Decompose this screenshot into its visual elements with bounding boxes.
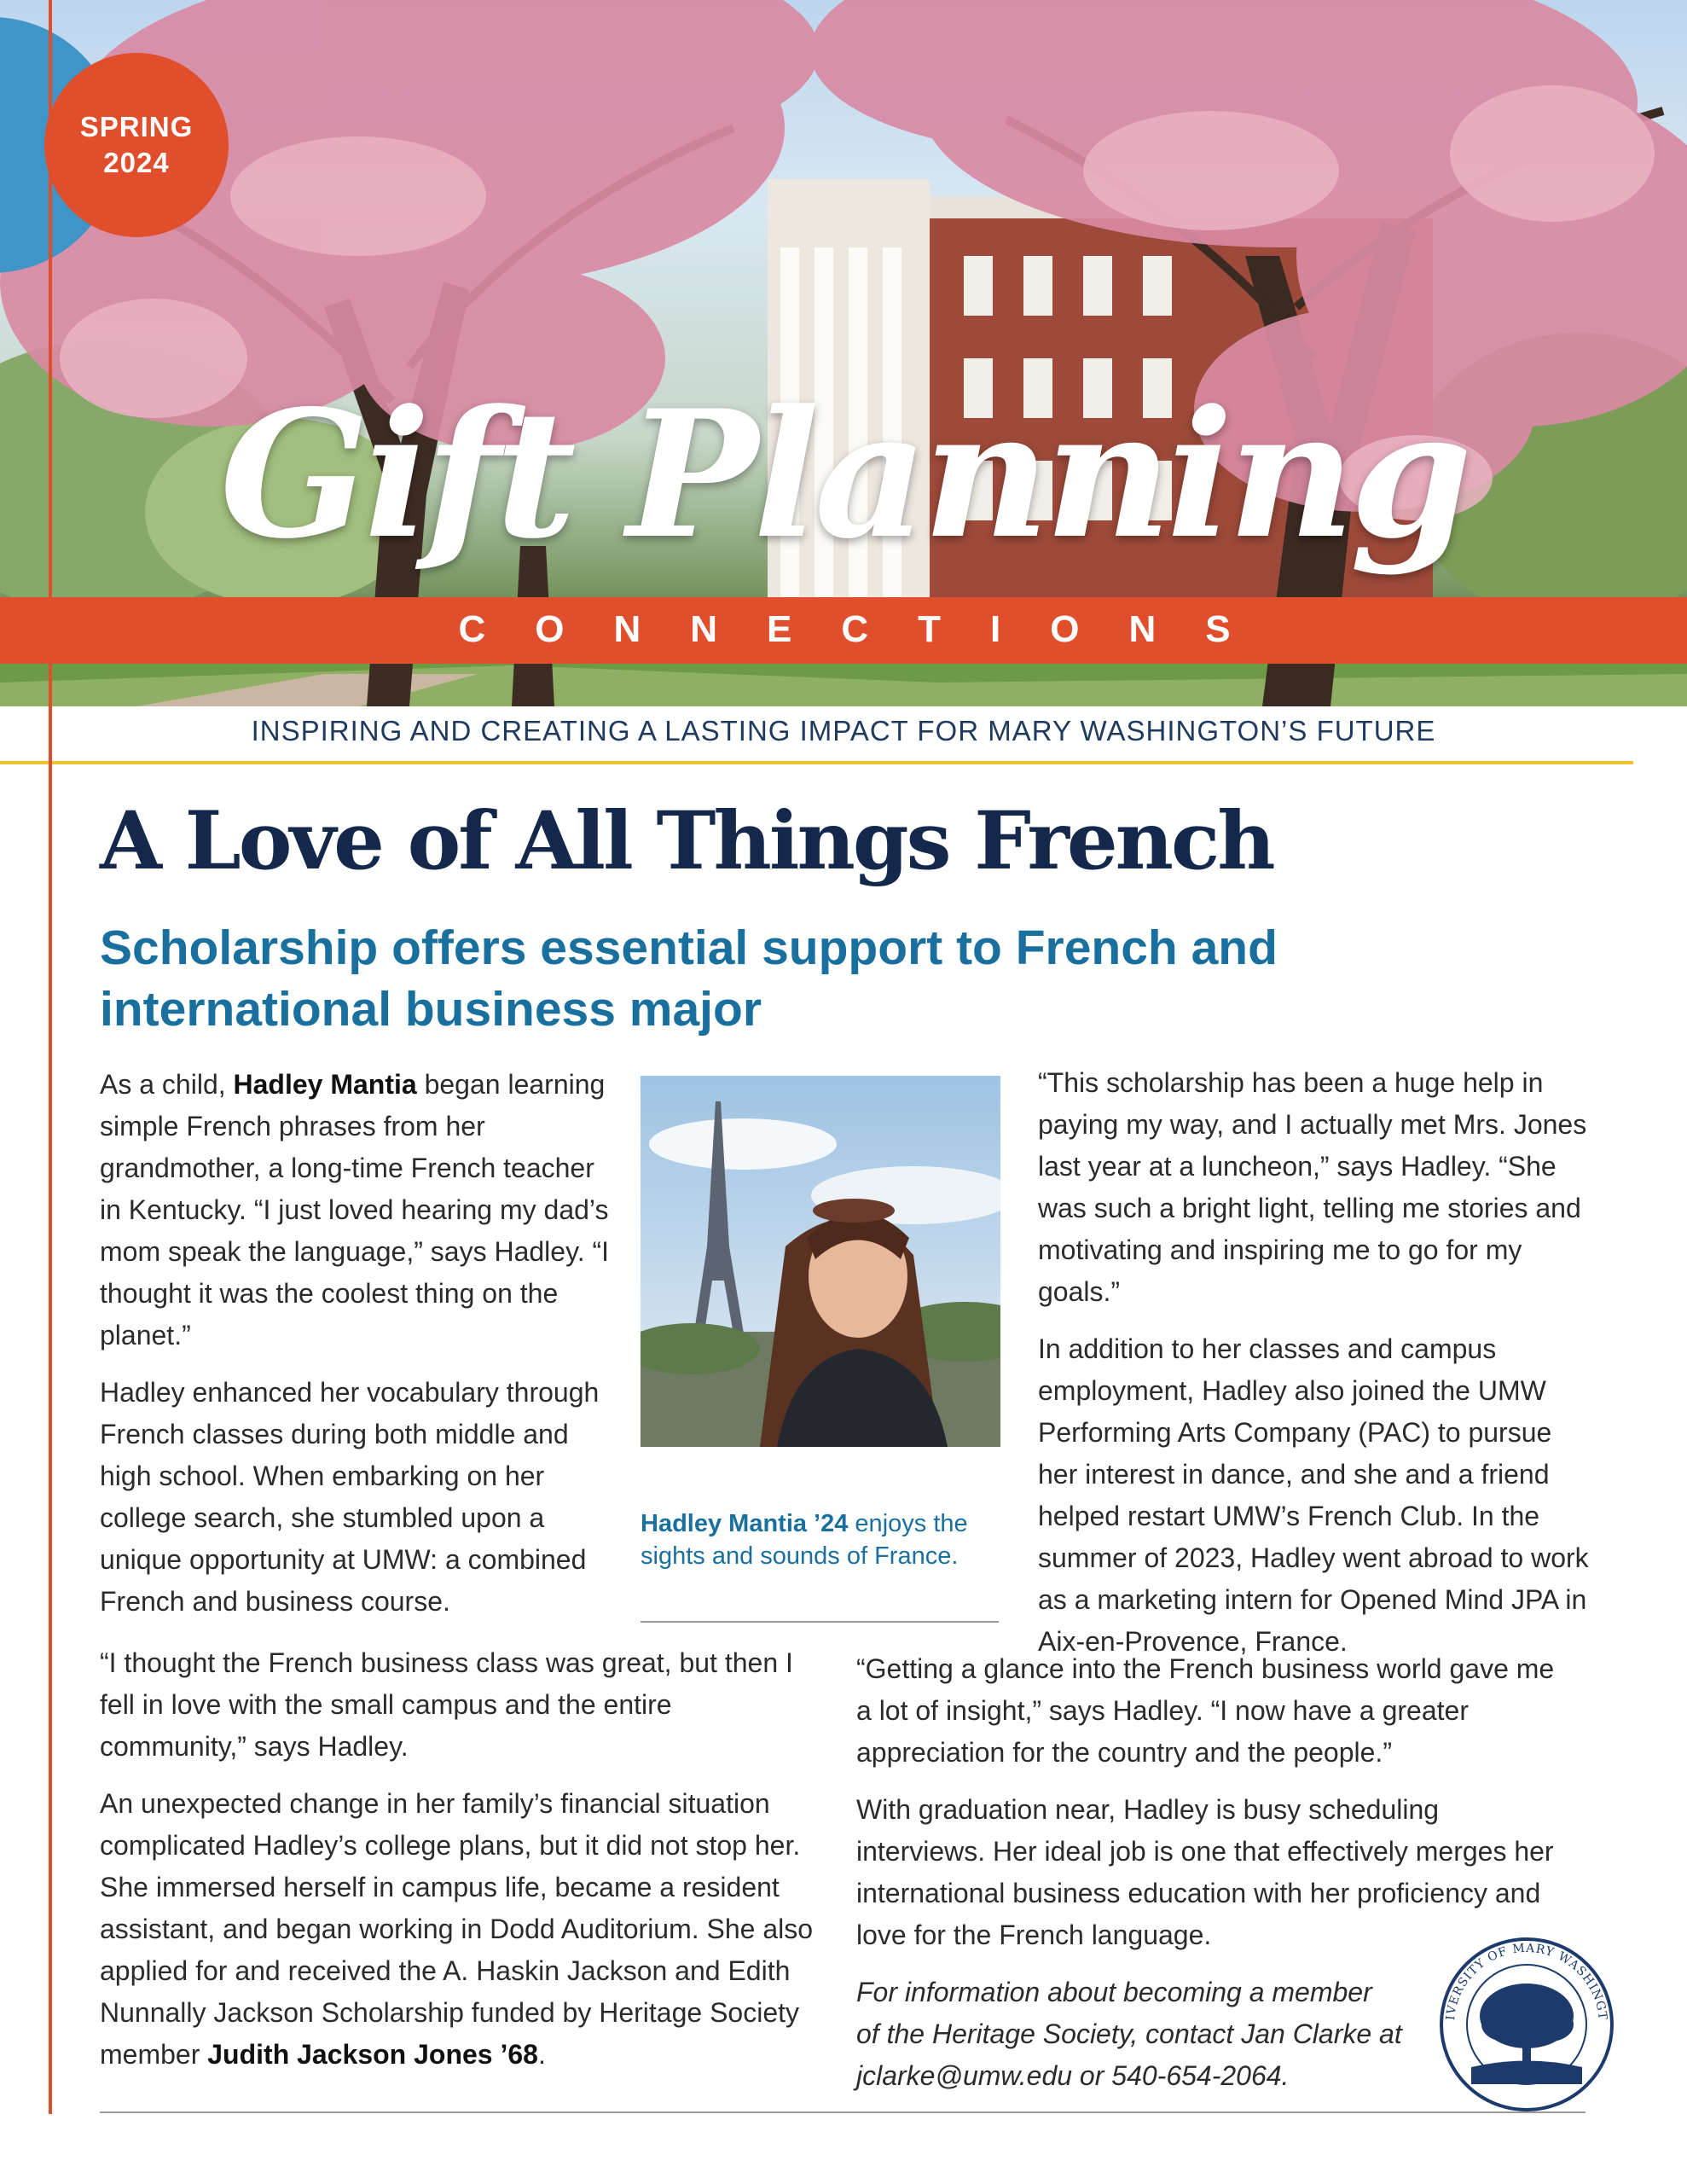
season-label: SPRING	[79, 111, 194, 142]
svg-text:UNIVERSITY OF MARY WASHINGTON: IVERSITY OF MARY WASHINGT	[1444, 1941, 1609, 2022]
season-year: 2024	[103, 147, 170, 178]
paragraph: “I thought the French business class was great, but then I fell in love with the small campus and the entire community,” says Hadley.	[100, 1647, 793, 1762]
paragraph	[100, 1064, 620, 1356]
masthead-subtitle: CONNECTIONS	[458, 608, 1280, 650]
text-run: .	[537, 2039, 546, 2070]
student-portrait-illustration	[641, 1076, 1000, 1447]
masthead-title: Gift Planning	[219, 373, 1468, 578]
text-run: An unexpected change in her family’s financial situation complicated Hadley’s college plans, but it did not stop her. She immersed herself in campus life, became a resident assistant, and began working in Dodd Auditorium. She also applied for and received the A. Haskin Jackson and Edith Nunnally Jackson Scholarship funded by Heritage Society member	[100, 1788, 814, 2070]
university-seal-logo	[1437, 1935, 1616, 2114]
contact-info: For information about becoming a member of the Heritage Society, contact Jan Clarke at jclarke@umw.edu or 540-654-2064.	[856, 1977, 1402, 2091]
paragraph: With graduation near, Hadley is busy scheduling interviews. Her ideal job is one that effectively merges her international business education with her proficiency and love for the French language.	[856, 1794, 1554, 1950]
text-run: As a child,	[100, 1069, 234, 1100]
left-vertical-rule	[49, 0, 52, 2114]
student-name: Hadley Mantia	[233, 1069, 417, 1100]
student-photo	[641, 1076, 1000, 1447]
paragraph: “This scholarship has been a huge help in paying my way, and I actually met Mrs. Jones last year at a luncheon,” says Hadley. “She was such a bright light, telling me stories and motivating and inspiring me to go for my goals.”	[1038, 1067, 1587, 1307]
article-column-1	[100, 1064, 620, 1638]
article-column-3	[1038, 1062, 1592, 1678]
tree-icon	[1437, 1935, 1616, 2114]
paragraph: In addition to her classes and campus employment, Hadley also joined the UMW Performing Arts Company (PAC) to pursue her interest in dance, and she and a friend helped restart UMW’s French Club. In the summer of 2023, Hadley went abroad to work as a marketing intern for Opened Mind JPA in Aix-en-Provence, France.	[1038, 1333, 1589, 1657]
season-badge	[44, 53, 229, 237]
paragraph: “Getting a glance into the French business world gave me a lot of insight,” says Hadley. “I now have a greater appreciation for the country and the people.”	[856, 1653, 1555, 1768]
tagline: INSPIRING AND CREATING A LASTING IMPACT FOR MARY WASHINGTON’S FUTURE	[251, 715, 1436, 746]
caption-text: enjoys the sights and sounds of France.	[641, 1510, 968, 1570]
text-run: began learning simple French phrases from her grandmother, a long-time French teacher in Kentucky. “I just loved hearing my dad’s mom speak the language,” says Hadley. “I thought it was the coolest thing on the planet.”	[100, 1069, 610, 1350]
footer-divider	[100, 2111, 1586, 2113]
article-deck: Scholarship offers essential support to French and international business major	[100, 921, 1278, 1037]
donor-name: Judith Jackson Jones ’68	[207, 2039, 538, 2070]
tagline-divider	[0, 761, 1633, 764]
caption-name: Hadley Mantia ’24	[641, 1510, 849, 1537]
article-column-1-continued	[100, 1642, 825, 2091]
article-headline: A Love of All Things French	[100, 794, 1273, 888]
photo-caption	[641, 1507, 999, 1572]
paragraph: Hadley enhanced her vocabulary through French classes during both middle and high school. When embarking on her college search, she stumbled upon a unique opportunity at UMW: a combined French and business course.	[100, 1377, 600, 1617]
caption-divider	[641, 1621, 999, 1623]
paragraph	[100, 1783, 825, 2076]
